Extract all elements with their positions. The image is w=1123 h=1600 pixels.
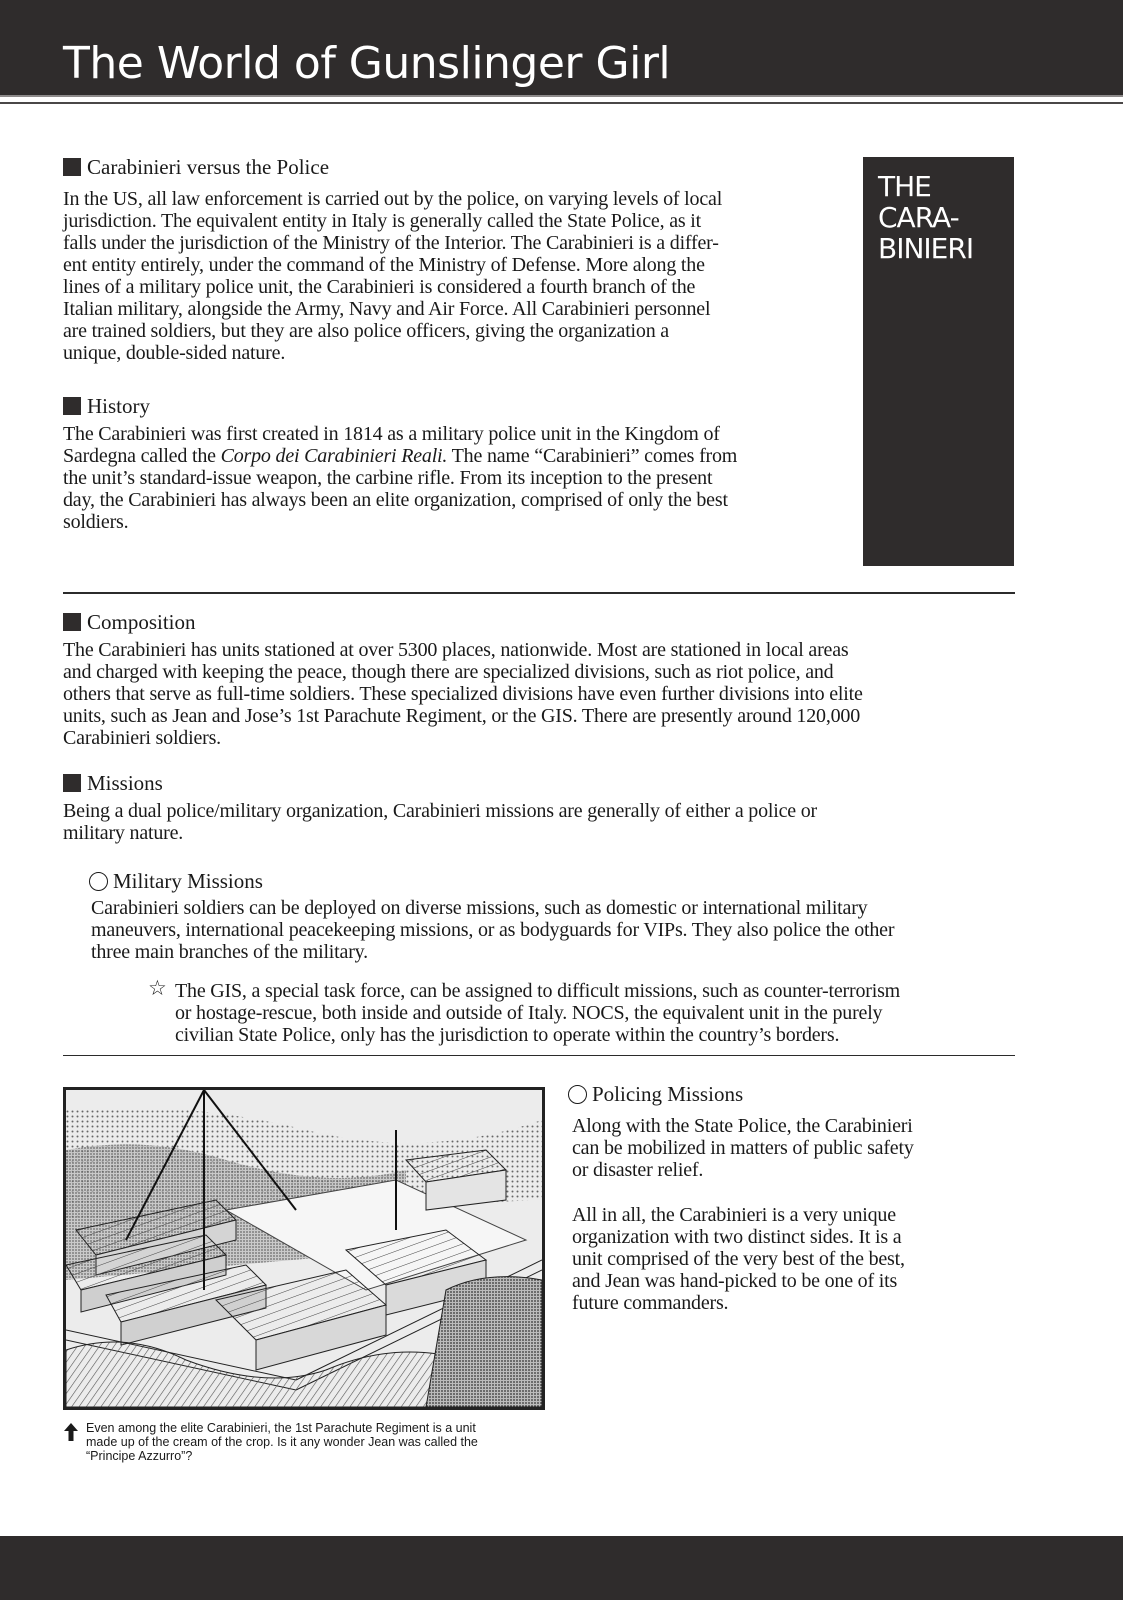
text-line: The Carabinieri was first created in 1814 as a military police unit in the Kingdom of bbox=[63, 423, 720, 445]
text-line: others that serve as full-time soldiers. These specialized divisions have even further divisions into elite bbox=[63, 683, 863, 705]
text-line: All in all, the Carabinieri is a very unique bbox=[572, 1204, 896, 1226]
text-line: day, the Carabinieri has always been an elite organization, comprised of only the best bbox=[63, 489, 728, 511]
header-divider bbox=[0, 95, 1123, 104]
square-bullet-icon bbox=[63, 158, 81, 176]
header-bar bbox=[0, 0, 1123, 95]
arrow-up-icon bbox=[63, 1422, 79, 1442]
illustration-caption bbox=[86, 1421, 536, 1463]
caption-line: Even among the elite Carabinieri, the 1st Parachute Regiment is a unit bbox=[86, 1421, 476, 1435]
text-line: The GIS, a special task force, can be assigned to difficult missions, such as counter-terrorism bbox=[175, 980, 901, 1002]
text-line: organization with two distinct sides. It is a bbox=[572, 1226, 902, 1248]
text-line: and charged with keeping the peace, though there are specialized divisions, such as riot police, and bbox=[63, 661, 834, 683]
text-line: maneuvers, international peacekeeping missions, or as bodyguards for VIPs. They also police the other bbox=[91, 919, 895, 941]
text-line: Being a dual police/military organization, Carabinieri missions are generally of either a police or bbox=[63, 800, 818, 822]
star-bullet-icon: ☆ bbox=[148, 976, 167, 1000]
text-line: three main branches of the military. bbox=[91, 941, 368, 963]
text-line: or disaster relief. bbox=[572, 1159, 704, 1181]
text-line: units, such as Jean and Jose’s 1st Parachute Regiment, or the GIS. There are presently around 120,000 bbox=[63, 705, 861, 727]
paragraph-composition bbox=[63, 639, 1023, 749]
text-line: future commanders. bbox=[572, 1292, 729, 1314]
text-line: The Carabinieri has units stationed at over 5300 places, nationwide. Most are stationed in local areas bbox=[63, 639, 849, 661]
barracks-drawing bbox=[66, 1090, 542, 1407]
text-line: lines of a military police unit, the Carabinieri is considered a fourth branch of the bbox=[63, 276, 696, 298]
caption-line: made up of the cream of the crop. Is it any wonder Jean was called the bbox=[86, 1435, 478, 1449]
text-line: the unit’s standard-issue weapon, the carbine rifle. From its inception to the present bbox=[63, 467, 713, 489]
side-title: THE CARA- BINIERI bbox=[878, 170, 974, 265]
square-bullet-icon bbox=[63, 774, 81, 792]
italic-unit-name: Corpo dei Carabinieri Reali. bbox=[220, 445, 448, 467]
text-line: Along with the State Police, the Carabinieri bbox=[572, 1115, 913, 1137]
text-line: Carabinieri soldiers can be deployed on diverse missions, such as domestic or international military bbox=[91, 897, 868, 919]
square-bullet-icon bbox=[63, 397, 81, 415]
section-heading-missions: Missions bbox=[63, 770, 163, 796]
text-line: ent entity entirely, under the command of the Ministry of Defense. More along the bbox=[63, 254, 705, 276]
text-line: can be mobilized in matters of public safety bbox=[572, 1137, 914, 1159]
side-title-box bbox=[863, 157, 1014, 566]
text-line: civilian State Police, only has the jurisdiction to operate within the country’s borders. bbox=[175, 1024, 840, 1046]
section-divider bbox=[63, 1055, 1015, 1056]
text-line: are trained soldiers, but they are also police officers, giving the organization a bbox=[63, 320, 669, 342]
paragraph-conclusion bbox=[572, 1204, 1012, 1314]
paragraph-gis-note bbox=[175, 980, 1020, 1046]
section-heading-history: History bbox=[63, 393, 150, 419]
text-line: unit comprised of the very best of the best, bbox=[572, 1248, 905, 1270]
circle-bullet-icon bbox=[89, 872, 108, 891]
page-title: The World of Gunslinger Girl bbox=[63, 38, 671, 89]
paragraph-carabinieri-vs-police bbox=[63, 188, 853, 364]
section-divider bbox=[63, 592, 1015, 594]
section-heading-carabinieri-vs-police: Carabinieri versus the Police bbox=[63, 154, 329, 180]
caption-line: “Principe Azzurro”? bbox=[86, 1449, 193, 1463]
subsection-heading-policing-missions: Policing Missions bbox=[568, 1081, 743, 1107]
paragraph-military-missions bbox=[91, 897, 1021, 963]
subsection-heading-military-missions: Military Missions bbox=[89, 868, 263, 894]
text-line: unique, double-sided nature. bbox=[63, 342, 286, 364]
square-bullet-icon bbox=[63, 613, 81, 631]
text-line: Sardegna called the Corpo dei Carabinieri Reali. The name “Carabinieri” comes from bbox=[63, 445, 738, 467]
text-line: In the US, all law enforcement is carried out by the police, on varying levels of local bbox=[63, 188, 723, 210]
paragraph-missions bbox=[63, 800, 1023, 844]
text-line: and Jean was hand-picked to be one of its bbox=[572, 1270, 898, 1292]
text-line: falls under the jurisdiction of the Ministry of the Interior. The Carabinieri is a differ- bbox=[63, 232, 719, 254]
circle-bullet-icon bbox=[568, 1085, 587, 1104]
text-line: military nature. bbox=[63, 822, 184, 844]
text-line: or hostage-rescue, both inside and outside of Italy. NOCS, the equivalent unit in the purely bbox=[175, 1002, 883, 1024]
section-heading-composition: Composition bbox=[63, 609, 196, 635]
text-line: Italian military, alongside the Army, Navy and Air Force. All Carabinieri personnel bbox=[63, 298, 711, 320]
text-line: soldiers. bbox=[63, 511, 129, 533]
paragraph-policing-missions bbox=[572, 1115, 1012, 1181]
text-line: jurisdiction. The equivalent entity in Italy is generally called the State Police, as it bbox=[63, 210, 701, 232]
footer-bar bbox=[0, 1536, 1123, 1600]
barracks-illustration bbox=[63, 1087, 545, 1410]
text-line: Carabinieri soldiers. bbox=[63, 727, 221, 749]
paragraph-history bbox=[63, 423, 853, 533]
